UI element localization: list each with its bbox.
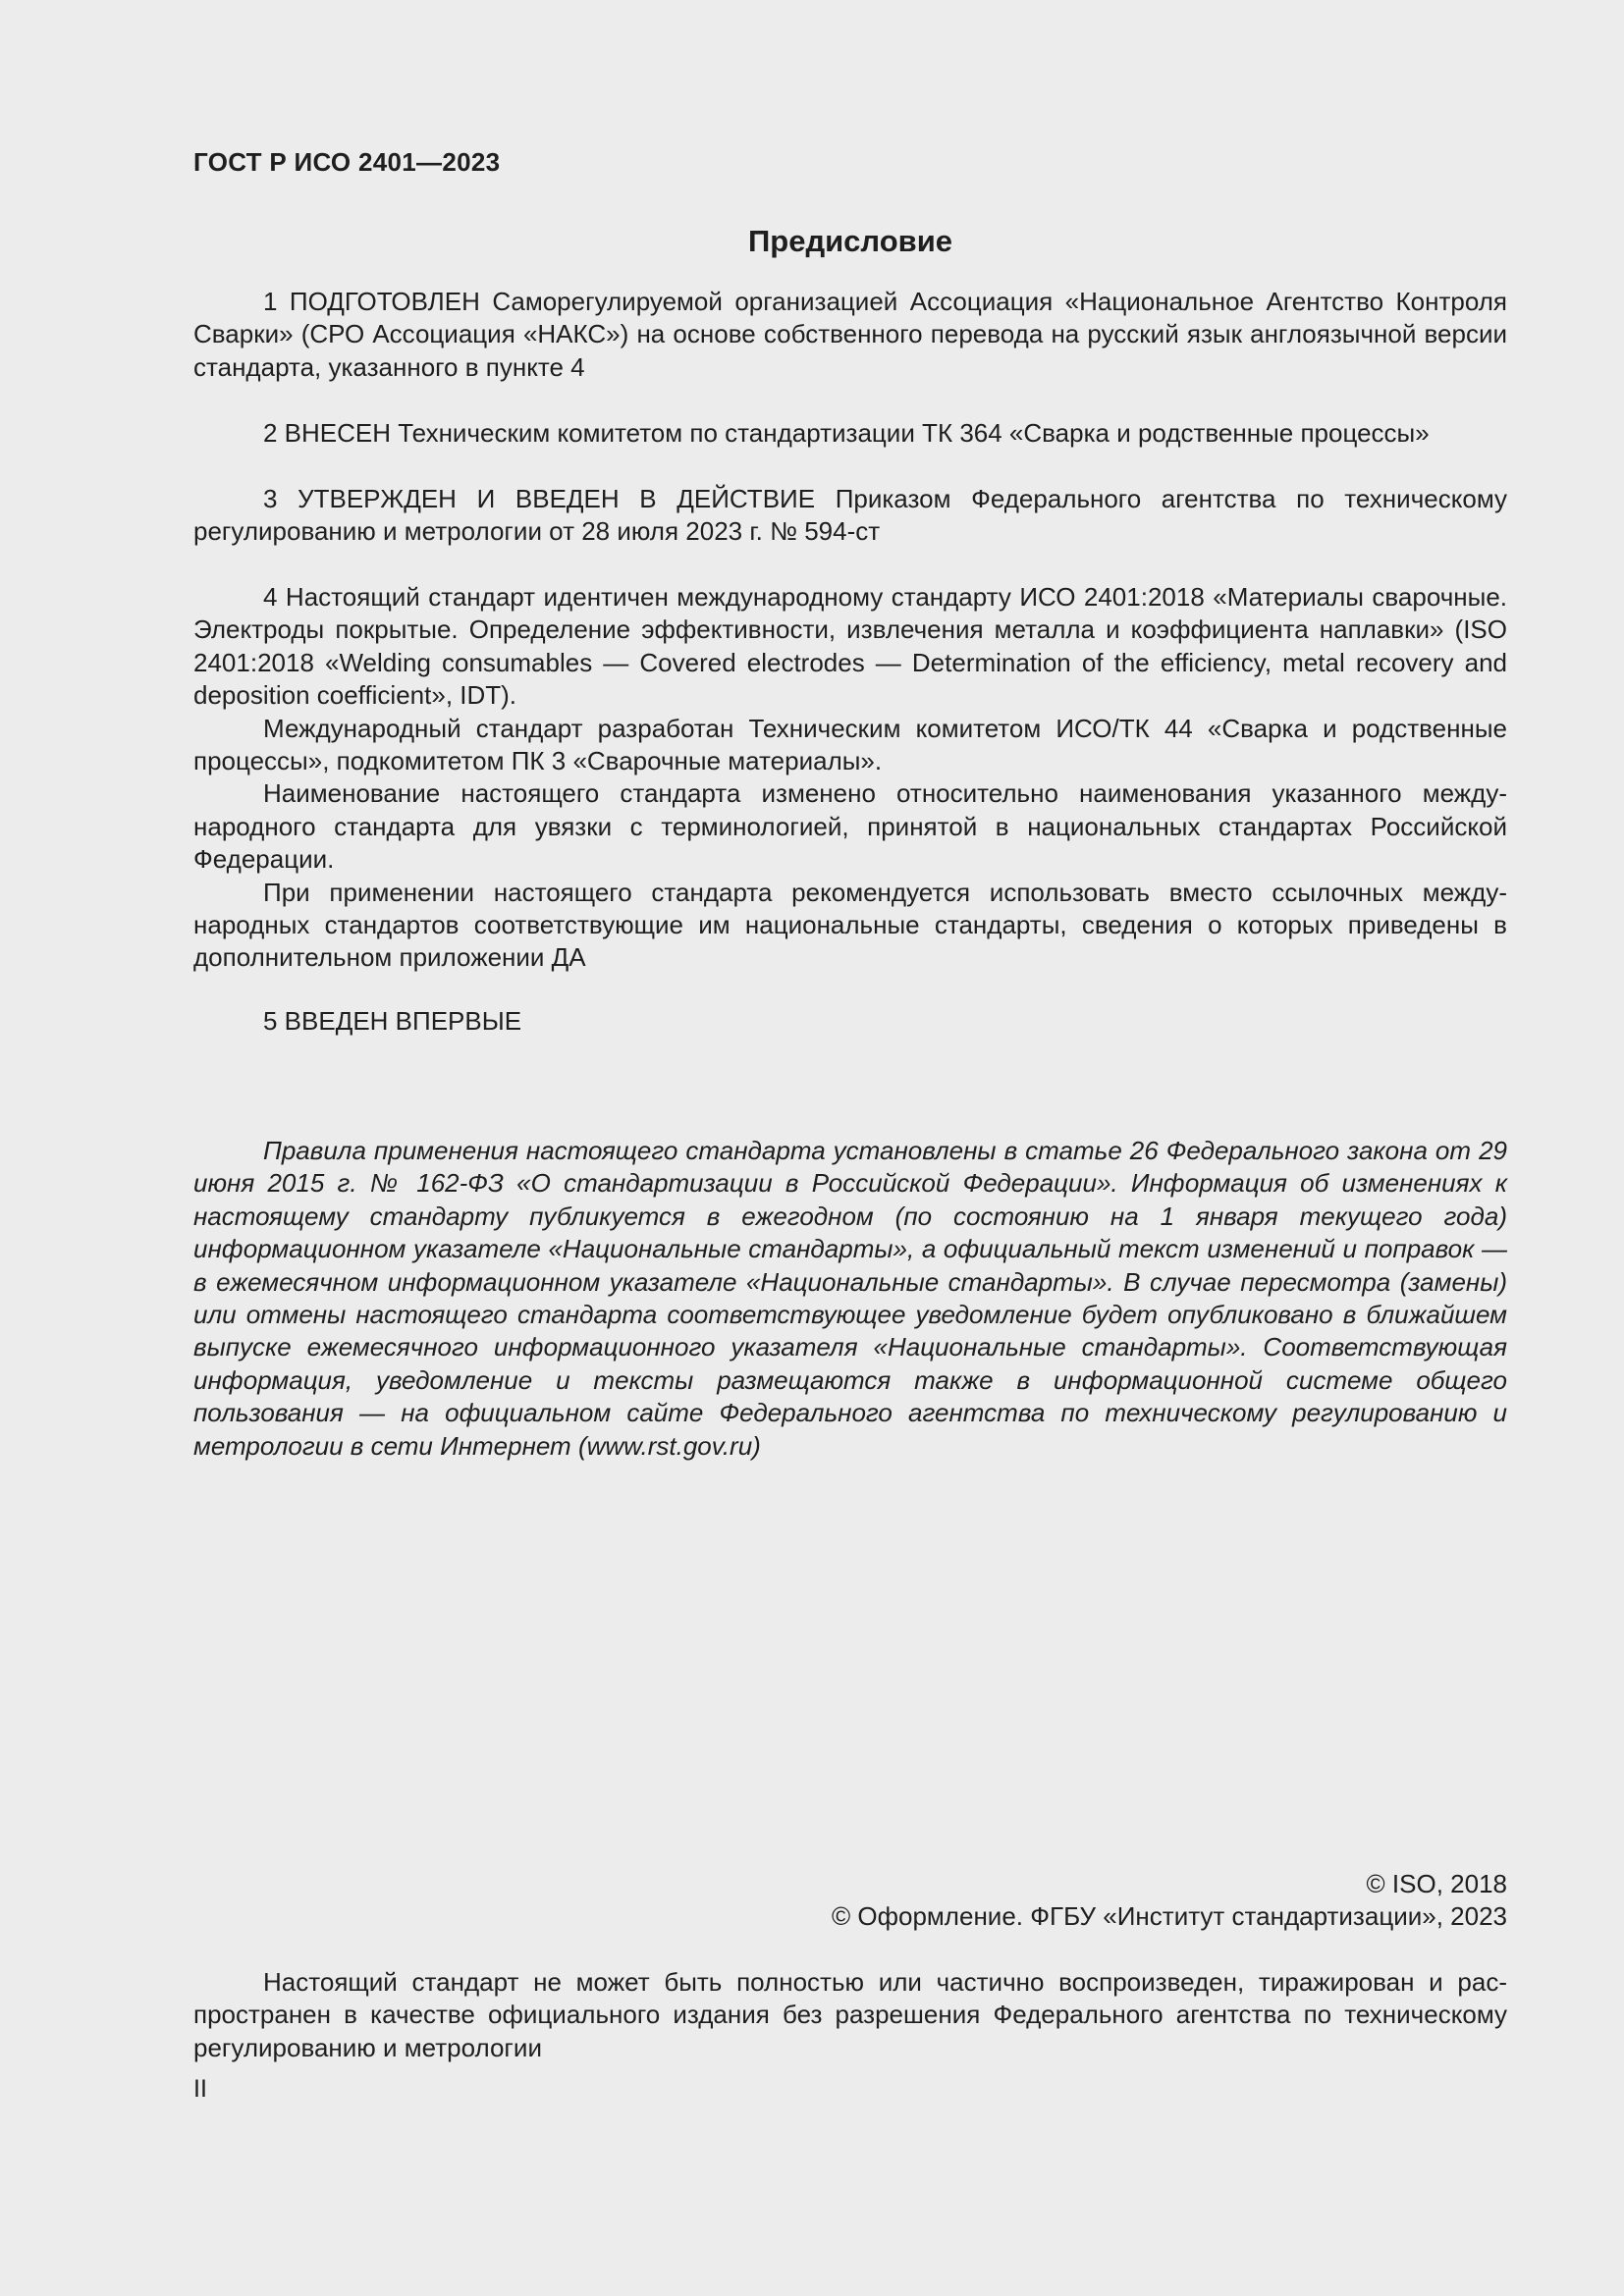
preface-item-4-paragraph: Международный стандарт разработан Техническим комитетом ИСО/ТК 44 «Сварка и родственные процессы», подкомитетом ПК 3 «Сварочные материалы».	[193, 713, 1507, 776]
preface-item-2	[193, 417, 1507, 450]
preface-item-5	[193, 1005, 1507, 1038]
application-notice	[193, 1135, 1507, 1463]
copyright-block	[193, 1868, 1507, 1934]
preface-item-3-text: 3 УТВЕРЖДЕН И ВВЕДЕН В ДЕЙСТВИЕ Приказом Федерального агентства по техническому регулированию и метрологии от 28 июля 2023 г. № 594-ст	[193, 484, 1507, 547]
preface-item-1	[193, 286, 1507, 384]
preface-item-5-text: 5 ВВЕДЕН ВПЕРВЫЕ	[263, 1006, 522, 1036]
application-notice-text: Правила применения настоящего стандарта установлены в статье 26 Федерального закона от 29 июня 2015 г. № 162-ФЗ «О стандартизации в Российской Федерации». Информация об изменениях к настоящему стандарту публикуется в ежегодном (по состоянию на 1 января текущего года) информационном указателе «Национальные стандарты», а официальный текст изменений и поправок — в ежемесячном информационном указателе «Национальные стандарты». В случае пересмотра (замены) или отмены настоящего стандарта соответствующее уведомление будет опубликовано в ближайшем выпуске ежемесячного информационного указателя «Национальные стандарты». Соответствующая информация, уведомление и тексты размещаются также в информационной системе общего пользования — на официальном сайте Федерального агентства по техническому регулированию и метрологии в сети Интернет (www.rst.gov.ru)	[193, 1136, 1507, 1461]
preface-item-4-paragraph: 4 Настоящий стандарт идентичен международному стандарту ИСО 2401:2018 «Материалы сварочные. Электроды покрытые. Определение эффективности, извлечения металла и коэффициента наплавки» (ISO 2401:2018 «Welding consumables — Covered electrodes — Determination of the efficiency, metal recovery and deposition coefficient», IDT).	[193, 582, 1507, 711]
document-code: ГОСТ Р ИСО 2401—2023	[193, 147, 501, 177]
document-page	[193, 0, 1507, 2296]
reproduction-notice	[193, 1966, 1507, 2064]
preface-item-3	[193, 483, 1507, 549]
page-number: II	[193, 2075, 207, 2103]
section-title: Предисловие	[747, 224, 952, 258]
copyright-iso: © ISO, 2018	[1366, 1869, 1507, 1898]
preface-item-4-paragraph: При применении настоящего стандарта рекомендуется использовать вместо ссылочных международных стандартов соответствующие им национальные стандарты, сведения о которых приведены в дополнительном приложении ДА	[193, 877, 1507, 973]
copyright-design: © Оформление. ФГБУ «Институт стандартизации», 2023	[832, 1901, 1507, 1932]
preface-item-4-paragraph: Наименование настоящего стандарта изменено относительно наименования указанного международного стандарта для увязки с терминологией, принятой в национальных стандартах Российской Федерации.	[193, 778, 1507, 875]
preface-item-2-text: 2 ВНЕСЕН Техническим комитетом по стандартизации ТК 364 «Сварка и родственные процессы»	[263, 418, 1430, 448]
preface-item-4	[193, 581, 1507, 975]
preface-item-1-text: 1 ПОДГОТОВЛЕН Саморегулируемой организацией Ассоциация «Национальное Агентство Контроля Сварки» (СРО Ассоциация «НАКС») на основе собственного перевода на русский язык англоязычной версии стандарта, указанного в пункте 4	[193, 287, 1507, 382]
reproduction-notice-text: Настоящий стандарт не может быть полностью или частично воспроизведен, тиражирован и распространен в качестве официального издания без разрешения Федерального агентства по техническому регулированию и метрологии	[193, 1967, 1507, 2062]
